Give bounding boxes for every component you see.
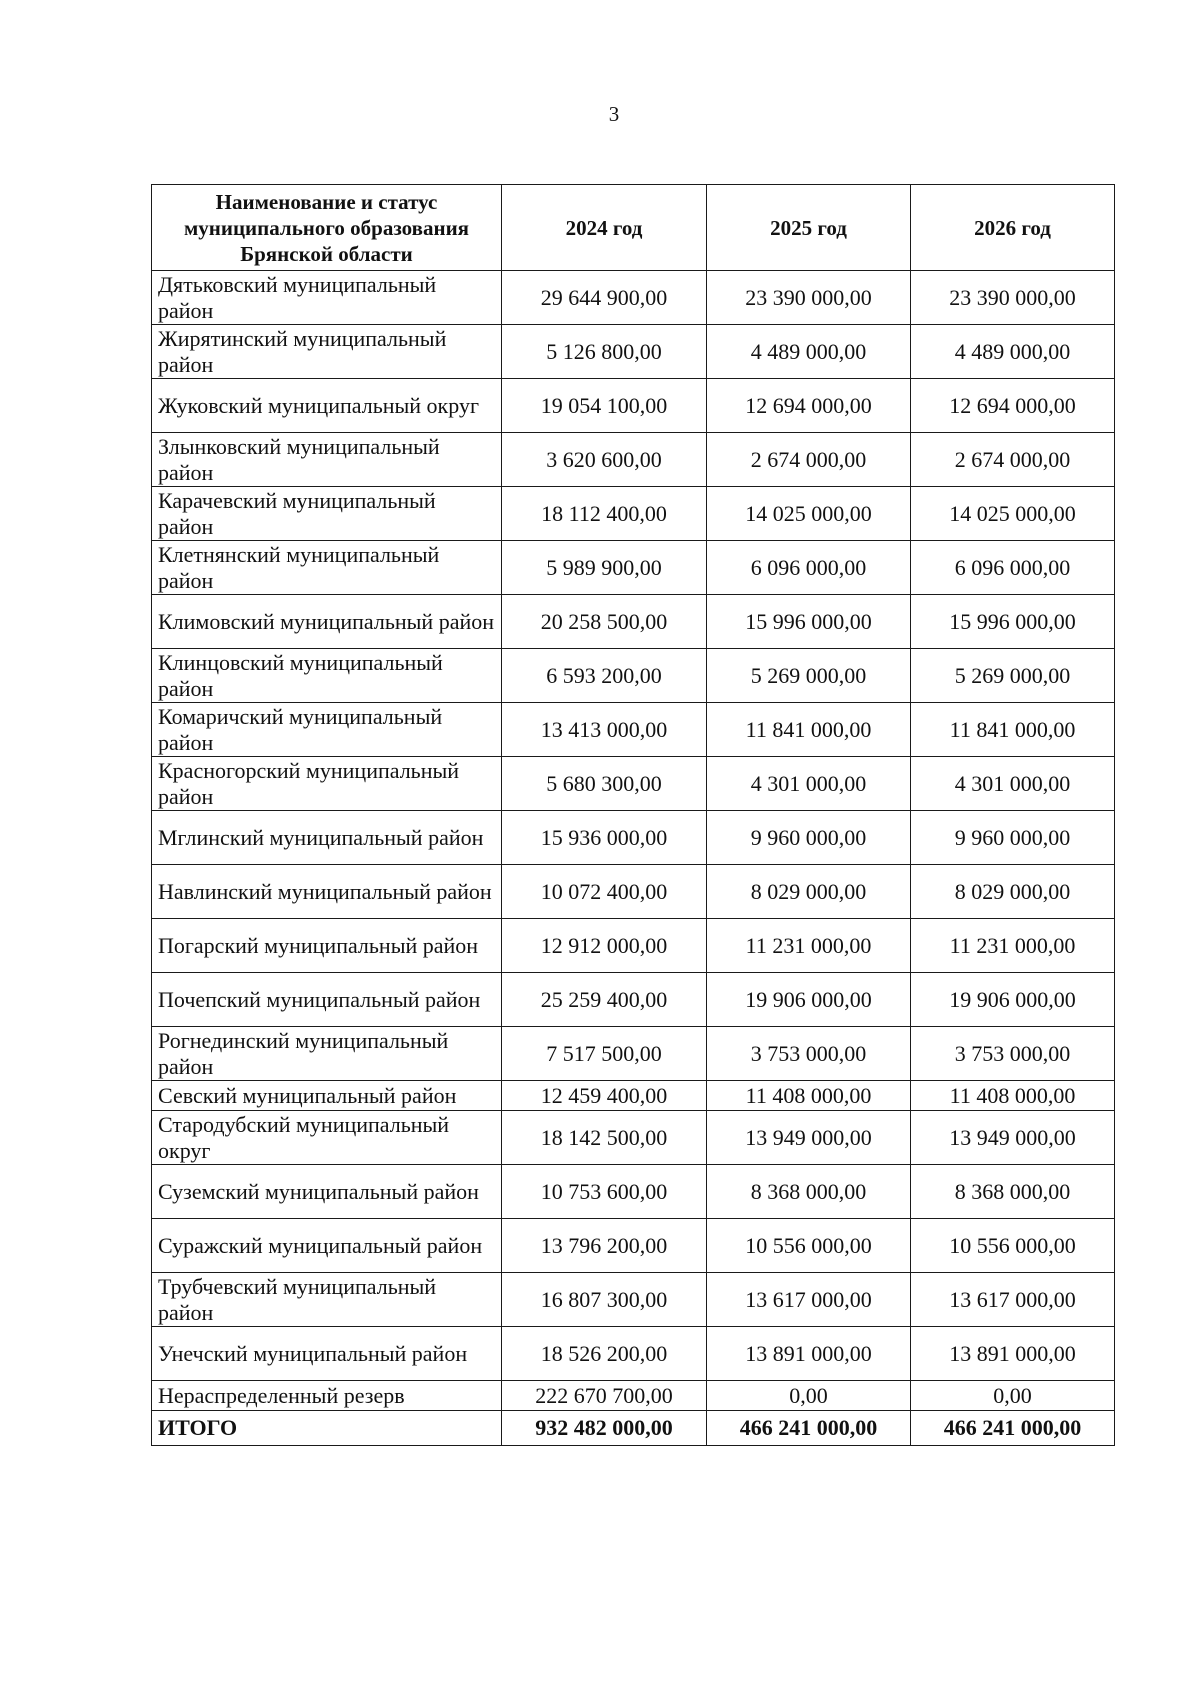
row-name: Жирятинский муниципальный район — [152, 325, 502, 379]
row-2025: 11 408 000,00 — [707, 1081, 911, 1111]
row-2025: 5 269 000,00 — [707, 649, 911, 703]
table-row — [152, 1219, 1115, 1273]
row-2026: 23 390 000,00 — [911, 271, 1115, 325]
row-name: Стародубский муниципальный округ — [152, 1111, 502, 1165]
table-row — [152, 1081, 1115, 1111]
row-2024: 5 126 800,00 — [502, 325, 707, 379]
row-2025: 4 301 000,00 — [707, 757, 911, 811]
table-row — [152, 595, 1115, 649]
row-2025: 13 891 000,00 — [707, 1327, 911, 1381]
total-2024: 932 482 000,00 — [502, 1411, 707, 1446]
row-2024: 5 680 300,00 — [502, 757, 707, 811]
row-2025: 14 025 000,00 — [707, 487, 911, 541]
row-2024: 20 258 500,00 — [502, 595, 707, 649]
table-row — [152, 703, 1115, 757]
row-2026: 13 949 000,00 — [911, 1111, 1115, 1165]
row-name: Злынковский муниципальный район — [152, 433, 502, 487]
table-body — [152, 271, 1115, 1446]
row-2026: 8 029 000,00 — [911, 865, 1115, 919]
row-name: Навлинский муниципальный район — [152, 865, 502, 919]
table-row — [152, 379, 1115, 433]
header-name: Наименование и статус муниципального образования Брянской области — [152, 185, 502, 271]
row-2024: 10 753 600,00 — [502, 1165, 707, 1219]
row-2025: 15 996 000,00 — [707, 595, 911, 649]
row-name: Нераспределенный резерв — [152, 1381, 502, 1411]
table-row — [152, 865, 1115, 919]
row-name: Комаричский муниципальный район — [152, 703, 502, 757]
row-2025: 11 841 000,00 — [707, 703, 911, 757]
row-2026: 13 617 000,00 — [911, 1273, 1115, 1327]
row-name: Погарский муниципальный район — [152, 919, 502, 973]
row-2026: 4 301 000,00 — [911, 757, 1115, 811]
row-2024: 13 413 000,00 — [502, 703, 707, 757]
header-2025: 2025 год — [707, 185, 911, 271]
row-name: Унечский муниципальный район — [152, 1327, 502, 1381]
header-2026: 2026 год — [911, 185, 1115, 271]
row-2024: 18 142 500,00 — [502, 1111, 707, 1165]
table-row — [152, 1381, 1115, 1411]
row-2024: 6 593 200,00 — [502, 649, 707, 703]
row-name: Трубчевский муниципальный район — [152, 1273, 502, 1327]
row-2025: 9 960 000,00 — [707, 811, 911, 865]
row-name: Клетнянский муниципальный район — [152, 541, 502, 595]
page-number: 3 — [608, 102, 620, 126]
row-2026: 15 996 000,00 — [911, 595, 1115, 649]
row-2024: 18 526 200,00 — [502, 1327, 707, 1381]
table-row — [152, 757, 1115, 811]
row-2024: 18 112 400,00 — [502, 487, 707, 541]
table-row — [152, 541, 1115, 595]
row-name: Мглинский муниципальный район — [152, 811, 502, 865]
row-2025: 12 694 000,00 — [707, 379, 911, 433]
table-row — [152, 1327, 1115, 1381]
header-2024: 2024 год — [502, 185, 707, 271]
row-2026: 11 231 000,00 — [911, 919, 1115, 973]
row-2025: 4 489 000,00 — [707, 325, 911, 379]
row-2026: 9 960 000,00 — [911, 811, 1115, 865]
row-name: Карачевский муниципальный район — [152, 487, 502, 541]
row-name: Суражский муниципальный район — [152, 1219, 502, 1273]
row-2026: 5 269 000,00 — [911, 649, 1115, 703]
table-row — [152, 919, 1115, 973]
row-2024: 29 644 900,00 — [502, 271, 707, 325]
row-2025: 23 390 000,00 — [707, 271, 911, 325]
row-name: Красногорский муниципальный район — [152, 757, 502, 811]
row-2026: 13 891 000,00 — [911, 1327, 1115, 1381]
row-2024: 12 912 000,00 — [502, 919, 707, 973]
row-2026: 8 368 000,00 — [911, 1165, 1115, 1219]
row-2026: 4 489 000,00 — [911, 325, 1115, 379]
table-header — [152, 185, 1115, 271]
row-name: Почепский муниципальный район — [152, 973, 502, 1027]
table-row — [152, 487, 1115, 541]
row-name: Климовский муниципальный район — [152, 595, 502, 649]
row-2025: 8 029 000,00 — [707, 865, 911, 919]
row-2025: 3 753 000,00 — [707, 1027, 911, 1081]
row-2026: 2 674 000,00 — [911, 433, 1115, 487]
row-name: Жуковский муниципальный округ — [152, 379, 502, 433]
table-row — [152, 1111, 1115, 1165]
row-2026: 11 841 000,00 — [911, 703, 1115, 757]
row-2026: 14 025 000,00 — [911, 487, 1115, 541]
row-2024: 222 670 700,00 — [502, 1381, 707, 1411]
table-row — [152, 325, 1115, 379]
total-label: ИТОГО — [152, 1411, 502, 1446]
row-name: Клинцовский муниципальный район — [152, 649, 502, 703]
row-2025: 13 617 000,00 — [707, 1273, 911, 1327]
table-row — [152, 811, 1115, 865]
table-row — [152, 1027, 1115, 1081]
table-row — [152, 271, 1115, 325]
row-2026: 6 096 000,00 — [911, 541, 1115, 595]
row-2025: 11 231 000,00 — [707, 919, 911, 973]
row-2024: 25 259 400,00 — [502, 973, 707, 1027]
row-2024: 10 072 400,00 — [502, 865, 707, 919]
row-2026: 12 694 000,00 — [911, 379, 1115, 433]
row-2025: 8 368 000,00 — [707, 1165, 911, 1219]
table-row — [152, 1273, 1115, 1327]
row-2024: 15 936 000,00 — [502, 811, 707, 865]
table-row — [152, 1165, 1115, 1219]
row-2025: 19 906 000,00 — [707, 973, 911, 1027]
row-2025: 13 949 000,00 — [707, 1111, 911, 1165]
row-name: Рогнединский муниципальный район — [152, 1027, 502, 1081]
total-row — [152, 1411, 1115, 1446]
row-2026: 11 408 000,00 — [911, 1081, 1115, 1111]
table-row — [152, 973, 1115, 1027]
row-2025: 10 556 000,00 — [707, 1219, 911, 1273]
row-2025: 6 096 000,00 — [707, 541, 911, 595]
table-row — [152, 433, 1115, 487]
row-2024: 13 796 200,00 — [502, 1219, 707, 1273]
header-row — [152, 185, 1115, 271]
total-2025: 466 241 000,00 — [707, 1411, 911, 1446]
row-2026: 3 753 000,00 — [911, 1027, 1115, 1081]
total-2026: 466 241 000,00 — [911, 1411, 1115, 1446]
row-2026: 0,00 — [911, 1381, 1115, 1411]
row-name: Дятьковский муниципальный район — [152, 271, 502, 325]
row-2024: 16 807 300,00 — [502, 1273, 707, 1327]
row-2024: 5 989 900,00 — [502, 541, 707, 595]
row-name: Севский муниципальный район — [152, 1081, 502, 1111]
row-2024: 19 054 100,00 — [502, 379, 707, 433]
table-row — [152, 649, 1115, 703]
row-2024: 3 620 600,00 — [502, 433, 707, 487]
budget-table — [151, 184, 1115, 1446]
row-2024: 12 459 400,00 — [502, 1081, 707, 1111]
row-2025: 0,00 — [707, 1381, 911, 1411]
row-2025: 2 674 000,00 — [707, 433, 911, 487]
row-2024: 7 517 500,00 — [502, 1027, 707, 1081]
row-name: Суземский муниципальный район — [152, 1165, 502, 1219]
row-2026: 19 906 000,00 — [911, 973, 1115, 1027]
row-2026: 10 556 000,00 — [911, 1219, 1115, 1273]
